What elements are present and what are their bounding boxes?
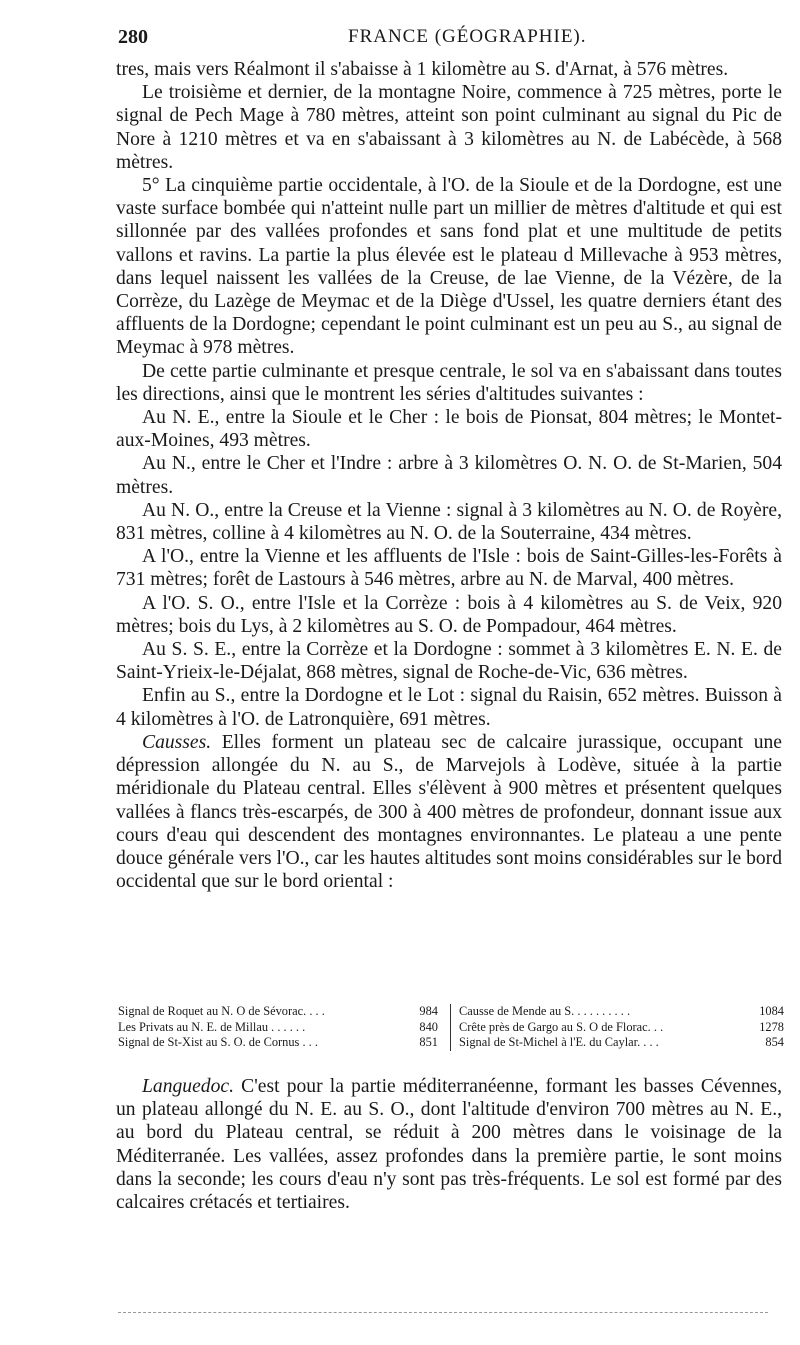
table-cell-label: Signal de St-Michel à l'E. du Caylar. . . . <box>459 1035 659 1049</box>
causses-text: Elles forment un plateau sec de calcaire jurassique, occupant une dépression allongée du N. au S., de Marvejols à Lodève, située à la partie méridionale du Plateau central. Elles s'élèvent à 900 mètres et présentent quelques vallées à flancs très-escarpés, de 300 à 400 mètres de profondeur, donnant issue aux cours d'eau qui descendent des montagnes environnantes. Le plateau a une pente douce générale vers l'O., car les hautes altitudes sont moins considérables sur le bord occidental que sur le bord oriental : <box>116 731 782 893</box>
table-row <box>118 1004 438 1020</box>
altitude-table-right-column <box>450 1004 784 1051</box>
paragraph-nord: Au N., entre le Cher et l'Indre : arbre à 3 kilomètres O. N. O. de St-Marien, 504 mètres. <box>116 453 782 498</box>
table-cell-value: 851 <box>419 1035 438 1049</box>
paragraph-languedoc <box>116 1075 782 1214</box>
languedoc-term: Languedoc. <box>142 1076 234 1097</box>
table-cell-label: Les Privats au N. E. de Millau . . . . . . <box>118 1019 306 1034</box>
paragraph-continuation: tres, mais vers Réalmont il s'abaisse à 1 kilomètre au S. d'Arnat, à 576 mètres. <box>116 59 729 80</box>
paragraph-ouest-sud-ouest: A l'O. S. O., entre l'Isle et la Corrèze : bois à 4 kilomètres au S. de Veix, 920 mètres; bois du Lys, à 2 kilomètres au S. O. de Pompadour, 464 mètres. <box>116 592 782 637</box>
table-cell-label: Signal de St-Xist au S. O. de Cornus . . . <box>118 1035 318 1049</box>
paragraph-partie-occidentale: 5° La cinquième partie occidentale, à l'O. de la Sioule et de la Dordogne, est une vaste surface bombée qui n'atteint nulle part un millier de mètres d'altitude et qui est sillonnée par des vallées profondes et sans fond plat et une multitude de petits vallons et ravins. La partie la plus élevée est le plateau d Millevache à 953 mètres, dans lequel naissent les vallées de la Creuse, de lae Vienne, de la Vézère, de la Corrèze, du Lazège de Meymac et de la Diège d'Ussel, les quatre derniers étant des affluents de la Dordogne; cependant le point culminant est un peu au S., au signal de Meymac à 978 mètres. <box>116 175 782 359</box>
page-header <box>118 26 780 56</box>
running-title: FRANCE (GÉOGRAPHIE). <box>348 26 587 47</box>
altitude-table-left-column <box>118 1004 438 1051</box>
paragraph-montagne-noire: Le troisième et dernier, de la montagne Noire, commence à 725 mètres, porte le signal de Pech Mage à 780 mètres, atteint son point culminant au signal du Pic de Nore à 1210 mètres et va en s'abaissant à 3 kilomètres au N. de Labécède, à 568 mètres. <box>116 82 782 173</box>
paragraph-sud: Enfin au S., entre la Dordogne et le Lot : signal du Raisin, 652 mètres. Buisson à 4 kilomètres à l'O. de Latronquière, 691 mètres. <box>116 685 782 730</box>
table-cell-value: 1278 <box>759 1019 784 1034</box>
paragraph-nord-est: Au N. E., entre la Sioule et le Cher : le bois de Pionsat, 804 mètres; le Montet-aux-Moines, 493 mètres. <box>116 407 782 452</box>
page-number: 280 <box>118 26 148 48</box>
table-cell-value: 840 <box>419 1019 438 1034</box>
table-cell-label: Crête près de Gargo au S. O de Florac. . . <box>459 1019 664 1034</box>
languedoc-text: C'est pour la partie méditerranéenne, formant les basses Cévennes, un plateau allongé du N. E. au S. O., dont l'altitude d'environ 700 mètres au N. E., au bord du Plateau central, se réduit à 200 mètres dans le voisinage de la Méditerranée. Les vallées, assez profondes dans la première partie, le sont moins dans la seconde; les cours d'eau n'y sont pas très-fréquents. Le sol est formé par des calcaires crétacés et tertiaires. <box>116 1076 782 1214</box>
table-cell-label: Causse de Mende au S. . . . . . . . . . <box>459 1004 631 1018</box>
table-row <box>459 1035 784 1051</box>
table-cell-value: 1084 <box>759 1004 784 1018</box>
languedoc-section <box>116 1075 782 1214</box>
table-row <box>459 1004 784 1020</box>
table-row <box>118 1035 438 1051</box>
table-row <box>118 1020 438 1036</box>
paragraph-sud-sud-est: Au S. S. E., entre la Corrèze et la Dordogne : sommet à 3 kilomètres E. N. E. de Saint-Yrieix-le-Déjalat, 868 mètres, signal de Roche-de-Vic, 636 mètres. <box>116 639 782 684</box>
table-cell-value: 984 <box>419 1004 438 1018</box>
paragraph-nord-ouest: Au N. O., entre la Creuse et la Vienne : signal à 3 kilomètres au N. O. de Royère, 831 mètres, colline à 4 kilomètres au N. O. de la Souterraine, 434 mètres. <box>116 499 782 545</box>
footer-rule <box>118 1312 768 1313</box>
table-row <box>459 1020 784 1036</box>
causses-term: Causses. <box>142 731 212 753</box>
paragraph-causses <box>116 731 782 893</box>
paragraph-ouest: A l'O., entre la Vienne et les affluents de l'Isle : bois de Saint-Gilles-les-Forêts à 731 mètres; forêt de Lastours à 546 mètres, arbre au N. de Marval, 400 mètres. <box>116 546 782 591</box>
table-cell-label: Signal de Roquet au N. O de Sévorac. . . . <box>118 1004 325 1018</box>
paragraph-altitudes-intro: De cette partie culminante et presque centrale, le sol va en s'abaissant dans toutes les directions, ainsi que le montrent les séries d'altitudes suivantes : <box>116 360 782 405</box>
main-text <box>116 58 782 893</box>
table-cell-value: 854 <box>765 1035 784 1049</box>
